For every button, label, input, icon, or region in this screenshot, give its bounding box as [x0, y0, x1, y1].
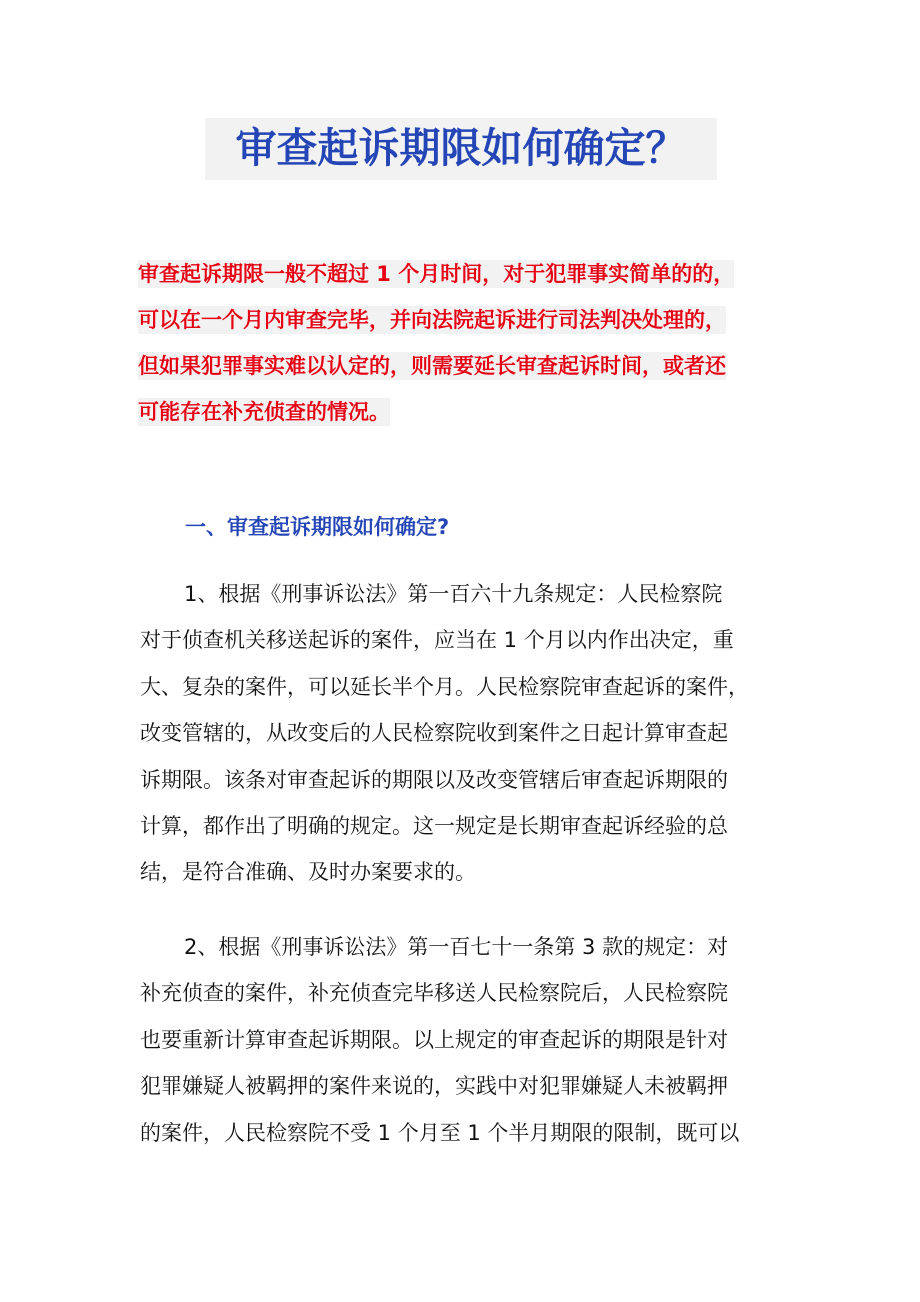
paragraph-1	[140, 571, 790, 896]
paragraph-line: 也要重新计算审查起诉期限。以上规定的审查起诉的期限是针对	[140, 1027, 728, 1052]
summary-line	[138, 298, 788, 344]
summary-line	[138, 390, 788, 436]
summary-block	[138, 252, 788, 436]
section-heading: 一、审查起诉期限如何确定?	[185, 515, 450, 539]
page-title: 审查起诉期限如何确定？	[235, 124, 687, 172]
paragraph-line: 补充侦查的案件，补充侦查完毕移送人民检察院后，人民检察院	[140, 981, 728, 1006]
paragraph-line: 犯罪嫌疑人被羁押的案件来说的，实践中对犯罪嫌疑人未被羁押	[140, 1074, 728, 1099]
summary-text: 可以在一个月内审查完毕，并向法院起诉进行司法判决处理的，	[138, 308, 726, 332]
paragraph-line: 对于侦查机关移送起诉的案件，应当在 1 个月以内作出决定，重	[140, 628, 734, 653]
title-highlight	[205, 118, 717, 180]
paragraph-line: 的案件，人民检察院不受 1 个月至 1 个半月期限的限制，既可以	[140, 1120, 740, 1145]
paragraph-line: 1、根据《刑事诉讼法》第一百六十九条规定：人民检察院	[184, 582, 723, 606]
summary-line	[138, 252, 788, 298]
paragraph-line: 结，是符合准确、及时办案要求的。	[140, 860, 476, 885]
paragraph-line: 大、复杂的案件，可以延长半个月。人民检察院审查起诉的案件，	[140, 674, 749, 699]
summary-text: 审查起诉期限一般不超过 1 个月时间，对于犯罪事实简单的的，	[138, 262, 735, 286]
paragraph-line: 计算，都作出了明确的规定。这一规定是长期审查起诉经验的总	[140, 813, 728, 838]
paragraph-line: 改变管辖的，从改变后的人民检察院收到案件之日起计算审查起	[140, 721, 728, 746]
paragraph-line: 2、根据《刑事诉讼法》第一百七十一条第 3 款的规定：对	[184, 935, 729, 959]
paragraph-line: 诉期限。该条对审查起诉的期限以及改变管辖后审查起诉期限的	[140, 767, 728, 792]
summary-text: 可能存在补充侦查的情况。	[138, 400, 390, 424]
summary-line	[138, 344, 788, 390]
summary-text: 但如果犯罪事实难以认定的，则需要延长审查起诉时间，或者还	[138, 354, 726, 378]
paragraph-2	[140, 924, 790, 1156]
